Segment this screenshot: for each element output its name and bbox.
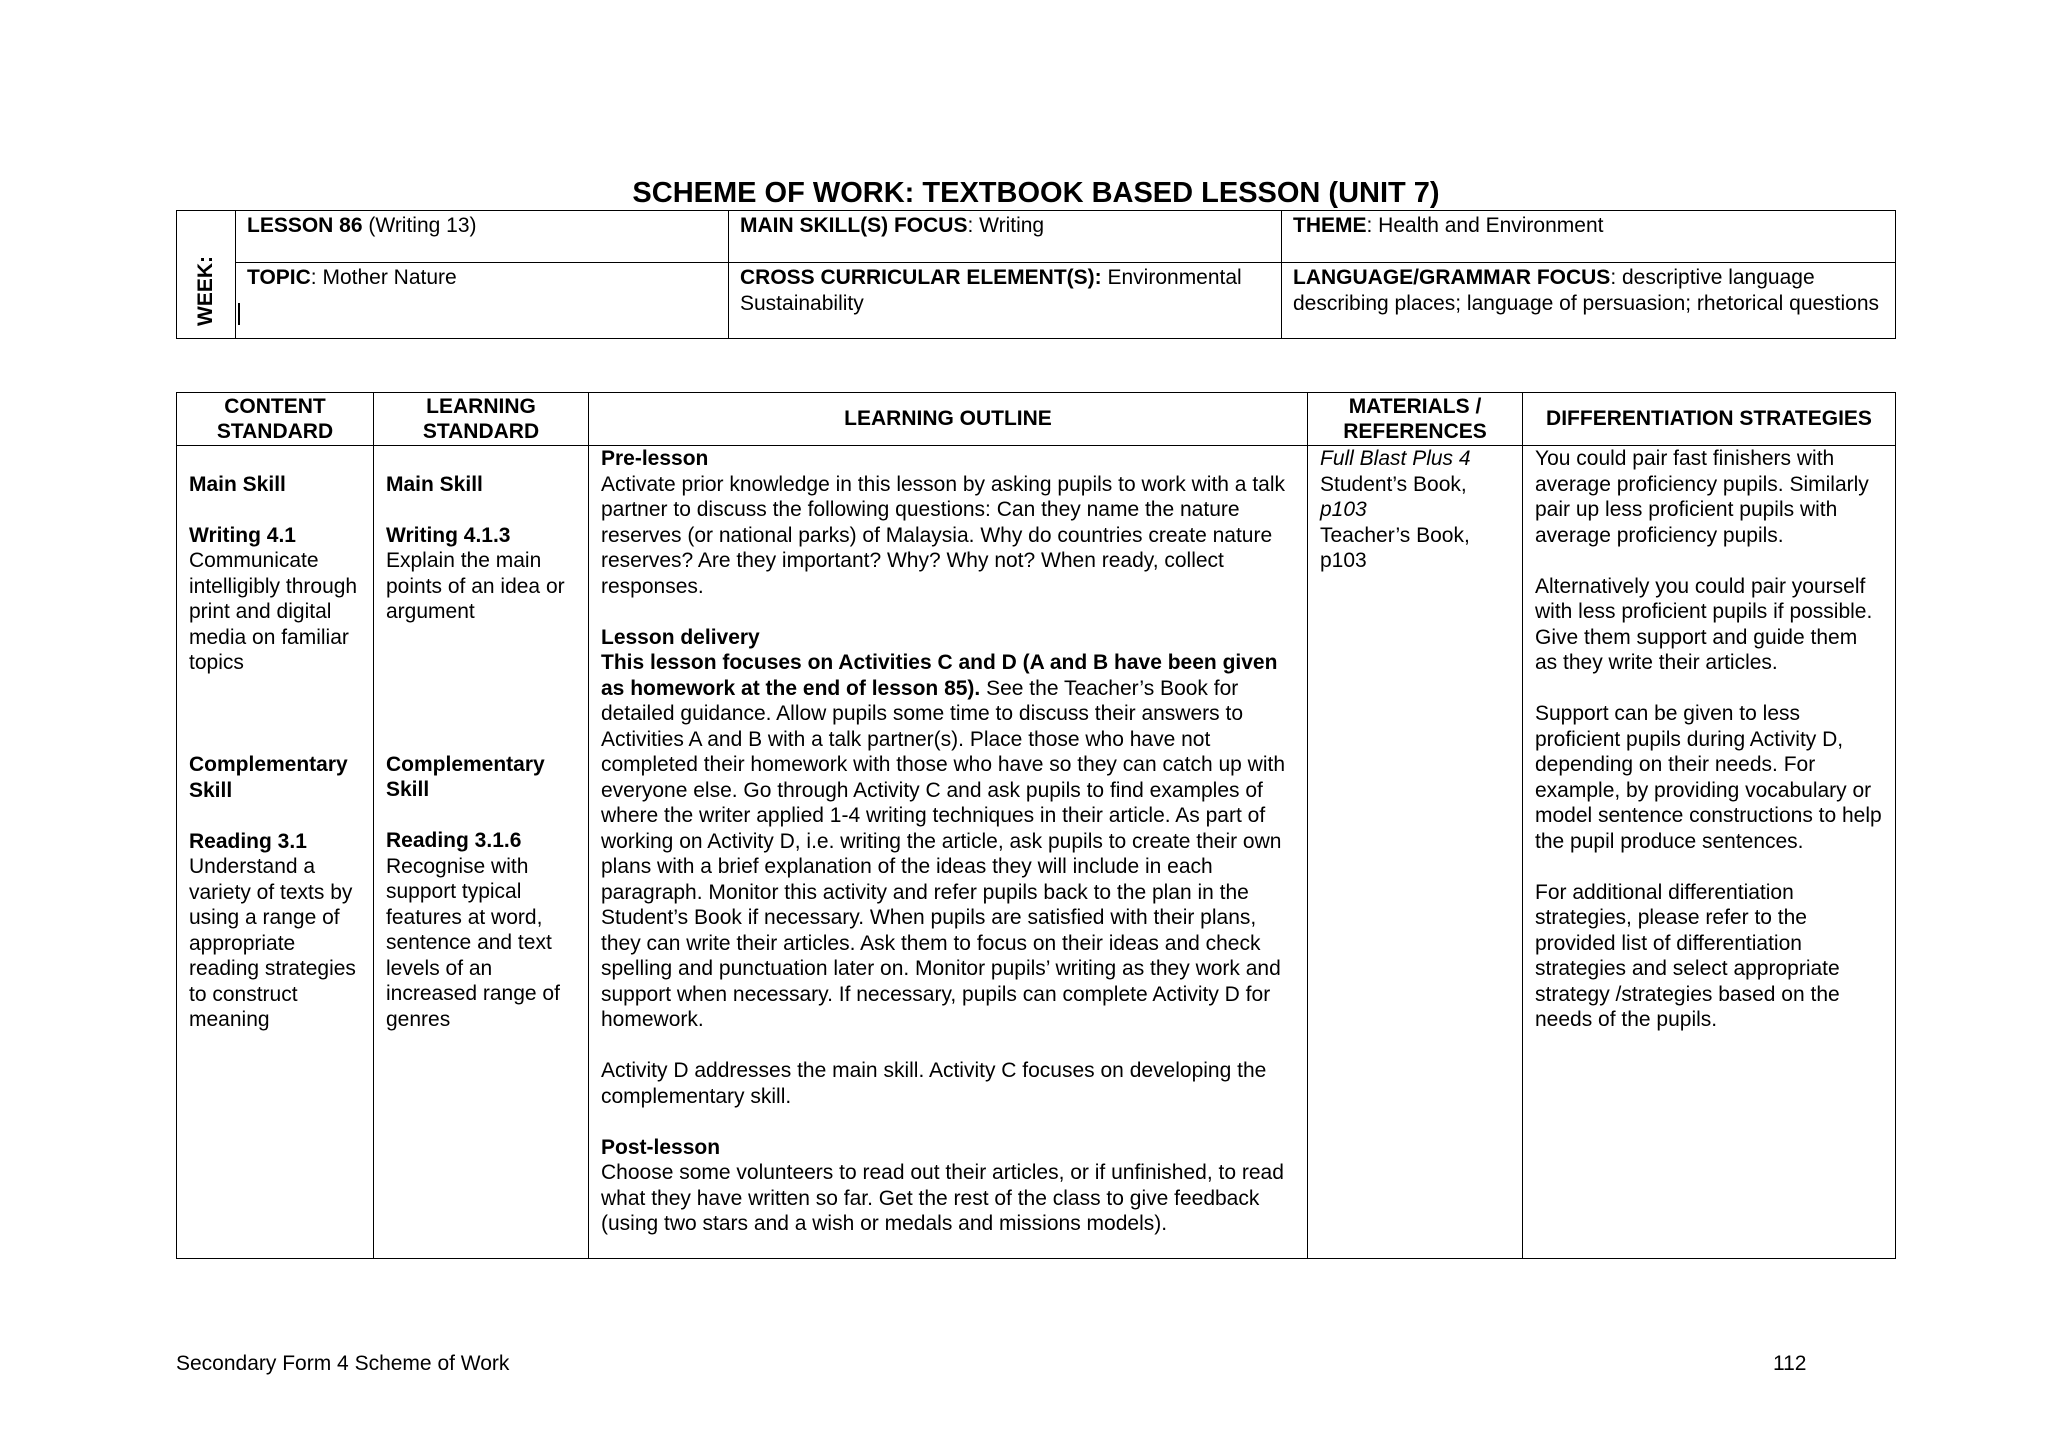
- content-main-code: Writing 4.1: [189, 523, 296, 547]
- lesson-cell: [236, 211, 729, 263]
- main-skill-label: MAIN SKILL(S) FOCUS: [740, 214, 968, 237]
- materials-book-title: Full Blast Plus 4: [1320, 447, 1471, 470]
- main-skill-cell: [729, 211, 1282, 263]
- theme-cell: [1282, 211, 1896, 263]
- lesson-delivery-paragraph: [601, 650, 1295, 1033]
- learning-standard-cell: [374, 446, 589, 1259]
- theme-label: THEME: [1293, 214, 1367, 237]
- learning-main-text: Explain the main points of an idea or argument: [386, 549, 565, 623]
- differentiation-p2: Alternatively you could pair yourself with less proficient pupils if possible. Give them support and guide them as they write their articles.: [1535, 574, 1873, 674]
- topic-cell: [236, 263, 729, 339]
- differentiation-p1: You could pair fast finishers with average proficiency pupils. Similarly pair up less proficient pupils with average proficiency pupils.: [1535, 447, 1869, 547]
- footer-text: Secondary Form 4 Scheme of Work: [176, 1352, 510, 1375]
- content-main-skill-heading: Main Skill: [189, 472, 286, 496]
- page-number: 112: [1773, 1352, 1807, 1375]
- pre-lesson-text: Activate prior knowledge in this lesson by asking pupils to work with a talk partner to discuss the following questions: Can they name the nature reserves (or national parks) of Malaysia. Why do countries create nature reserves? Are they important? Why? Why not? When ready, collect responses.: [601, 472, 1285, 598]
- lesson-header-table: [176, 210, 1896, 339]
- week-label: WEEK:: [194, 256, 217, 326]
- lesson-plan-table: [176, 392, 1896, 1259]
- differentiation-cell: [1523, 446, 1896, 1259]
- topic-label: TOPIC: [247, 266, 311, 289]
- materials-students-page: p103: [1320, 498, 1367, 521]
- post-lesson-heading: Post-lesson: [601, 1135, 721, 1159]
- theme-value: : Health and Environment: [1366, 214, 1604, 237]
- cross-curricular-cell: [729, 263, 1282, 339]
- differentiation-p3: Support can be given to less proficient pupils during Activity D, depending on their needs. For example, by providing vocabulary or model sentence constructions to help the pupil produce sentences.: [1535, 702, 1882, 853]
- language-focus-cell: [1282, 263, 1896, 339]
- col-learning-outline: LEARNING OUTLINE: [589, 393, 1308, 446]
- learning-outline-cell: [589, 446, 1308, 1259]
- col-differentiation: DIFFERENTIATION STRATEGIES: [1523, 393, 1896, 446]
- language-focus-value: : descriptive language describing places; language of persuasion; rhetorical questions: [1293, 266, 1880, 315]
- col-materials: MATERIALS / REFERENCES: [1308, 393, 1523, 446]
- col-content-standard: CONTENT STANDARD: [177, 393, 374, 446]
- week-value-line: [238, 303, 240, 325]
- learning-comp-text: Recognise with support typical features at word, sentence and text levels of an increased range of genres: [386, 854, 560, 1031]
- content-comp-heading: Complementary Skill: [189, 753, 348, 802]
- lesson-delivery-text: See the Teacher’s Book for detailed guidance. Allow pupils some time to discuss their answers to Activities A and B with a talk partner(s). Place those who have not completed their homework with those who have so they can catch up with everyone else. Go through Activity C and ask pupils to find examples of where the writer applied 1-4 writing techniques in their article. As part of working on Activity D, i.e. writing the article, ask pupils to create their own plans with a brief explanation of the ideas they will include in each paragraph. Monitor this activity and refer pupils back to the plan in the Student’s Book if necessary. When pupils are satisfied with their plans, they can write their articles. Ask them to focus on their ideas and check spelling and punctuation later on. Monitor pupils’ writing as they work and support when necessary. If necessary, pupils can complete Activity D for homework.: [601, 676, 1286, 1031]
- pre-lesson-heading: Pre-lesson: [601, 447, 709, 470]
- topic-value: : Mother Nature: [310, 266, 457, 289]
- learning-main-skill-heading: Main Skill: [386, 472, 483, 496]
- main-skill-value: : Writing: [967, 214, 1045, 237]
- differentiation-p4: For additional differentiation strategies, please refer to the provided list of differentiation strategies and select appropriate strategy /strategies based on the needs of the pupils.: [1535, 880, 1840, 1031]
- activity-note: Activity D addresses the main skill. Activity C focuses on developing the complementary skill.: [601, 1059, 1267, 1108]
- language-focus-label: LANGUAGE/GRAMMAR FOCUS: [1293, 266, 1611, 289]
- page-title: SCHEME OF WORK: TEXTBOOK BASED LESSON (UNIT 7): [632, 177, 1440, 209]
- lesson-label: LESSON 86: [247, 214, 363, 237]
- week-cell: [177, 211, 236, 339]
- materials-teachers-page: p103: [1320, 549, 1367, 572]
- cross-curricular-value: Environmental Sustainability: [740, 266, 1242, 315]
- col-learning-standard: LEARNING STANDARD: [374, 393, 589, 446]
- materials-teachers-book: Teacher’s Book,: [1320, 523, 1470, 547]
- learning-comp-code: Reading 3.1.6: [386, 829, 522, 852]
- materials-cell: [1308, 446, 1523, 1259]
- learning-comp-heading: Complementary Skill: [386, 752, 545, 801]
- content-standard-cell: [177, 446, 374, 1259]
- lesson-delivery-heading: Lesson delivery: [601, 625, 760, 649]
- post-lesson-text: Choose some volunteers to read out their articles, or if unfinished, to read what they have written so far. Get the rest of the class to give feedback (using two stars and a wish or medals and missions models).: [601, 1161, 1284, 1235]
- materials-students-book: Student’s Book,: [1320, 472, 1467, 496]
- content-comp-text: Understand a variety of texts by using a range of appropriate reading strategies to construct meaning: [189, 855, 356, 1031]
- content-comp-code: Reading 3.1: [189, 829, 307, 853]
- lesson-delivery-bold: This lesson focuses on Activities C and D (A and B have been given as homework at the end of lesson 85).: [601, 651, 1278, 700]
- learning-main-code: Writing 4.1.3: [386, 523, 511, 547]
- lesson-detail: (Writing 13): [362, 214, 477, 237]
- cross-curricular-label: CROSS CURRICULAR ELEMENT(S):: [740, 266, 1102, 289]
- content-main-text: Communicate intelligibly through print and digital media on familiar topics: [189, 549, 358, 674]
